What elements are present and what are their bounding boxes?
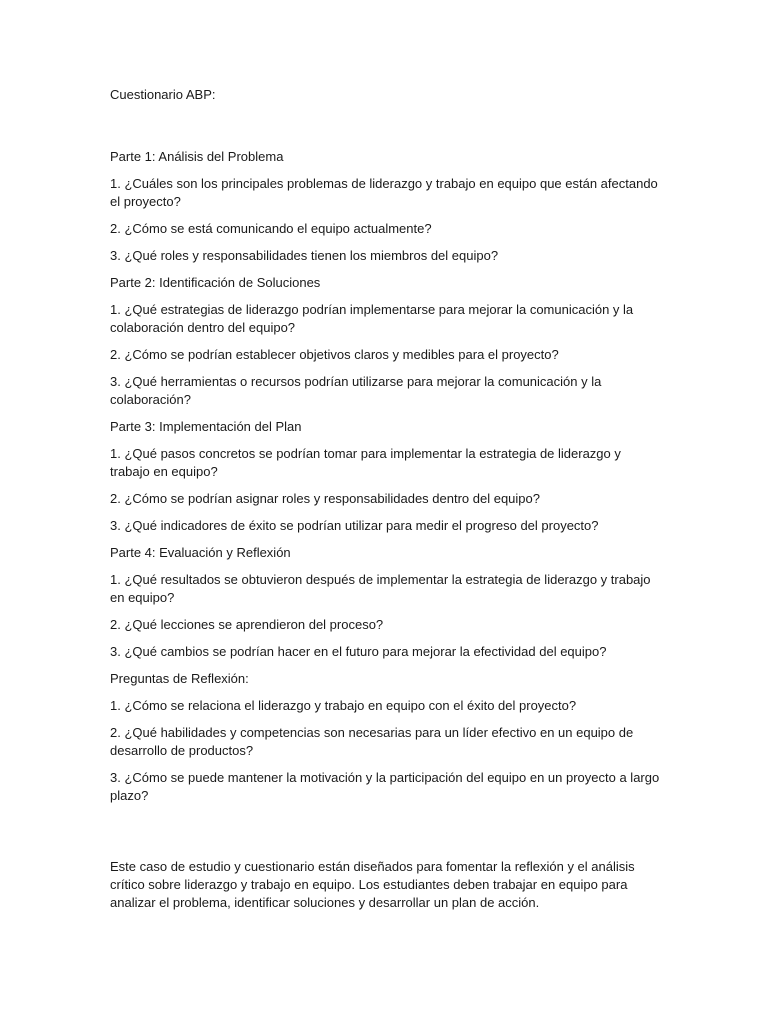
section-heading: Parte 1: Análisis del Problema xyxy=(110,149,284,164)
section-heading: Parte 3: Implementación del Plan xyxy=(110,419,302,434)
question-item: 3. ¿Qué indicadores de éxito se podrían utilizar para medir el progreso del proyecto? xyxy=(110,518,599,533)
question-item: 1. ¿Cuáles son los principales problemas de liderazgo y trabajo en equipo que están afectando el proyecto? xyxy=(110,176,658,209)
document-page xyxy=(110,86,662,912)
question-item: 1. ¿Cómo se relaciona el liderazgo y trabajo en equipo con el éxito del proyecto? xyxy=(110,698,577,713)
section-1 xyxy=(110,148,662,265)
question-item: 3. ¿Qué cambios se podrían hacer en el futuro para mejorar la efectividad del equipo? xyxy=(110,644,607,659)
section-4 xyxy=(110,544,662,661)
section-heading: Parte 4: Evaluación y Reflexión xyxy=(110,545,291,560)
document-title: Cuestionario ABP: xyxy=(110,87,216,102)
question-item: 2. ¿Cómo se podrían establecer objetivos claros y medibles para el proyecto? xyxy=(110,347,559,362)
question-item: 1. ¿Qué resultados se obtuvieron después de implementar la estrategia de liderazgo y trabajo en equipo? xyxy=(110,572,651,605)
question-item: 2. ¿Cómo se está comunicando el equipo actualmente? xyxy=(110,221,432,236)
section-3 xyxy=(110,418,662,535)
question-item: 2. ¿Cómo se podrían asignar roles y responsabilidades dentro del equipo? xyxy=(110,491,540,506)
question-item: 2. ¿Qué lecciones se aprendieron del proceso? xyxy=(110,617,384,632)
question-item: 3. ¿Cómo se puede mantener la motivación y la participación del equipo en un proyecto a largo plazo? xyxy=(110,770,660,803)
section-heading: Preguntas de Reflexión: xyxy=(110,671,249,686)
question-item: 3. ¿Qué roles y responsabilidades tienen los miembros del equipo? xyxy=(110,248,499,263)
question-item: 3. ¿Qué herramientas o recursos podrían utilizarse para mejorar la comunicación y la colaboración? xyxy=(110,374,602,407)
section-heading: Parte 2: Identificación de Soluciones xyxy=(110,275,321,290)
section-2 xyxy=(110,274,662,409)
question-item: 1. ¿Qué estrategias de liderazgo podrían implementarse para mejorar la comunicación y la colaboración dentro del equipo? xyxy=(110,302,634,335)
blank-space xyxy=(110,814,662,858)
question-item: 1. ¿Qué pasos concretos se podrían tomar para implementar la estrategia de liderazgo y trabajo en equipo? xyxy=(110,446,621,479)
question-item: 2. ¿Qué habilidades y competencias son necesarias para un líder efectivo en un equipo de desarrollo de productos? xyxy=(110,725,634,758)
section-reflection xyxy=(110,670,662,805)
conclusion-paragraph: Este caso de estudio y cuestionario están diseñados para fomentar la reflexión y el análisis crítico sobre liderazgo y trabajo en equipo. Los estudiantes deben trabajar en equipo para analizar el problema, identificar soluciones y desarrollar un plan de acción. xyxy=(110,859,635,910)
